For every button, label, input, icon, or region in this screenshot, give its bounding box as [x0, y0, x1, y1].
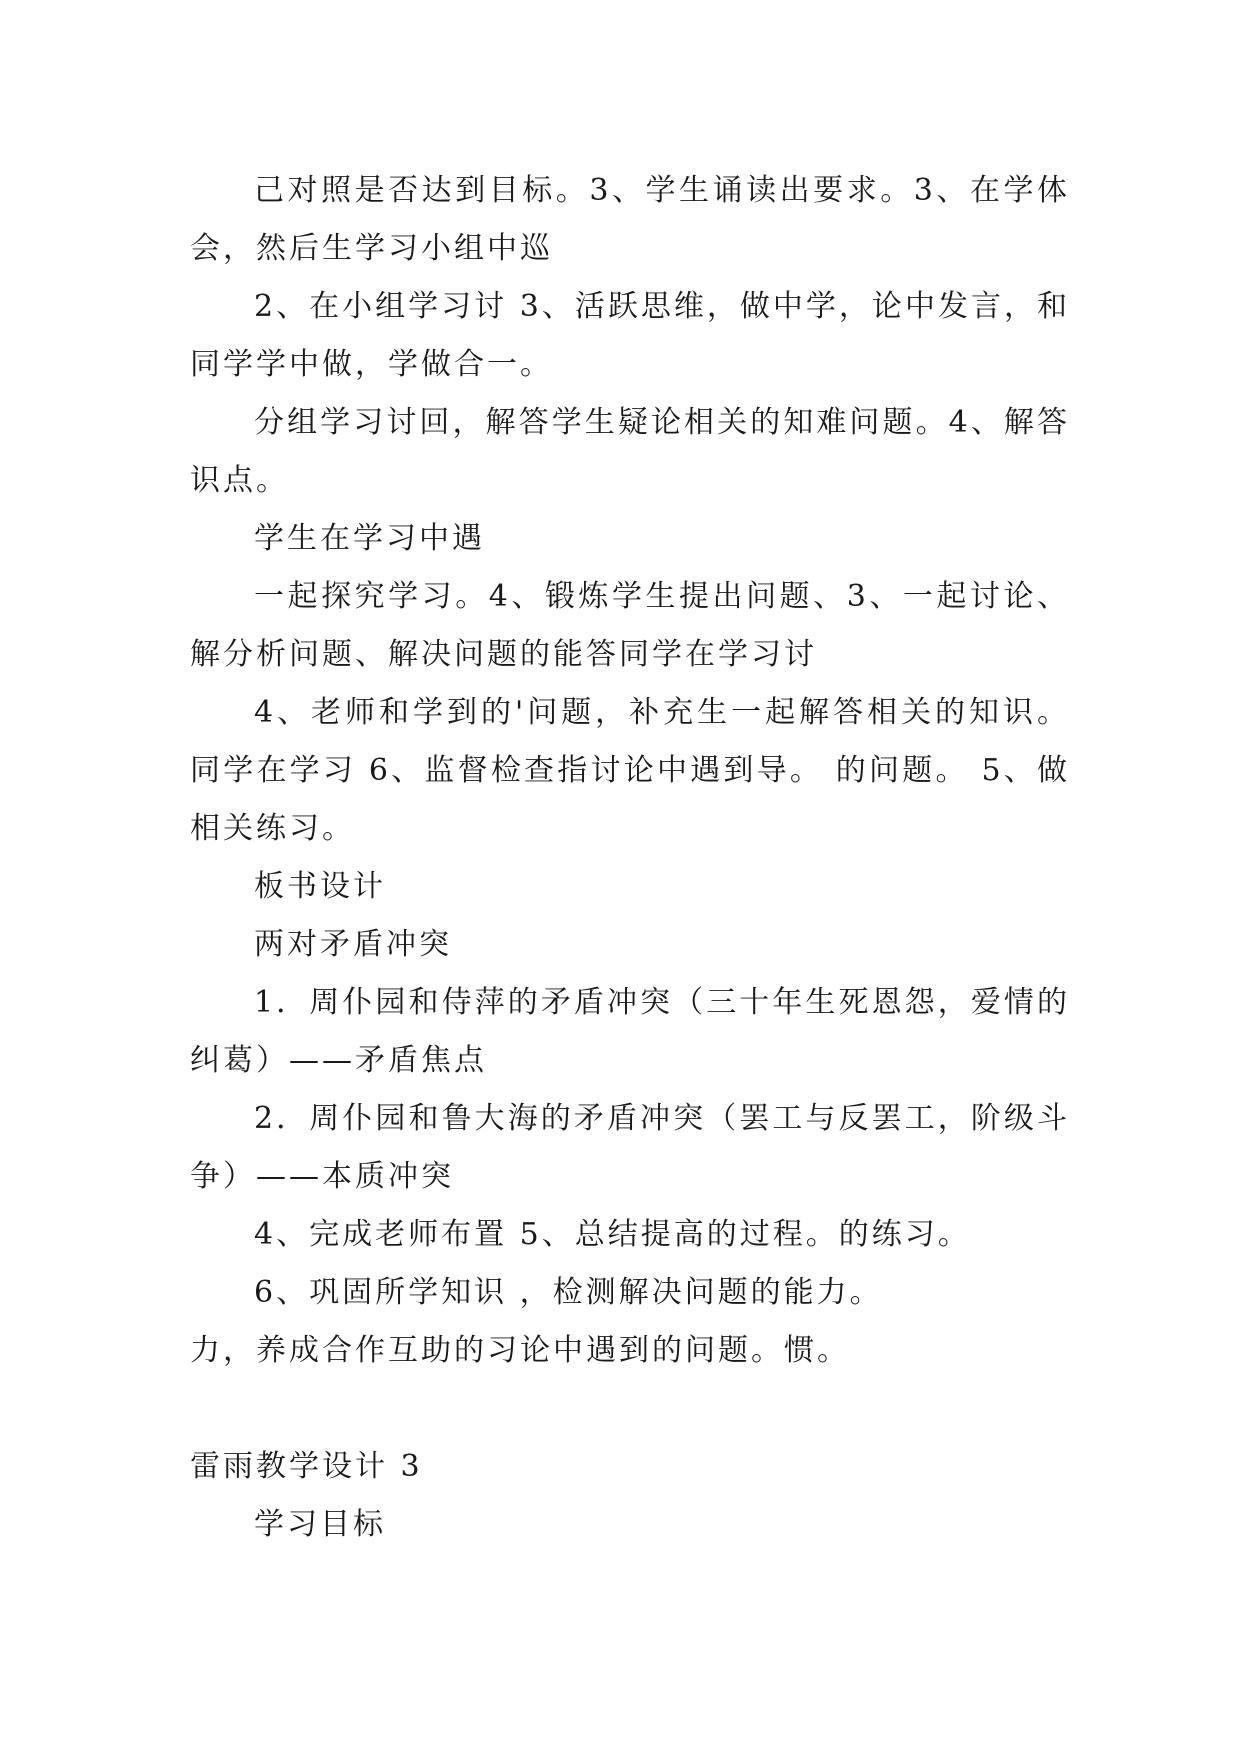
closing-line: 力，养成合作互助的习论中遇到的问题。惯。 — [190, 1333, 850, 1368]
board-design-heading: 板书设计 — [254, 869, 386, 904]
paragraph-3: 分组学习讨回，解答学生疑论相关的知难问题。4、解答识点。 — [190, 405, 1070, 498]
paragraph-1: 己对照是否达到目标。3、学生诵读出要求。3、在学体会，然后生学习小组中巡 — [190, 173, 1070, 266]
section-gap — [190, 1380, 1070, 1438]
paragraph-12: 6、巩固所学知识 ，检测解决问题的能力。 — [254, 1275, 883, 1310]
paragraph-2: 2、在小组学习讨 3、活跃思维，做中学，论中发言，和同学学中做，学做合一。 — [190, 289, 1070, 382]
paragraph-5: 一起探究学习。4、锻炼学生提出问题、3、一起讨论、解分析问题、解决问题的能答同学在学习讨 — [190, 579, 1070, 672]
paragraph-4: 学生在学习中遇 — [254, 521, 485, 556]
paragraph-11: 4、完成老师布置 5、总结提高的过程。的练习。 — [254, 1217, 971, 1252]
section-subtitle: 学习目标 — [254, 1507, 386, 1542]
conflict-item-1: 1．周仆园和侍萍的矛盾冲突（三十年生死恩怨，爱情的纠葛）——矛盾焦点 — [190, 985, 1070, 1078]
conflict-heading: 两对矛盾冲突 — [254, 927, 452, 962]
section-title: 雷雨教学设计 3 — [190, 1449, 423, 1484]
paragraph-6: 4、老师和学到的'问题，补充生一起解答相关的知识。同学在学习 6、监督检查指讨论中遇到导。 的问题。 5、做相关练习。 — [190, 695, 1070, 846]
document-page — [190, 162, 1070, 1554]
conflict-item-2: 2．周仆园和鲁大海的矛盾冲突（罢工与反罢工，阶级斗争）——本质冲突 — [190, 1101, 1070, 1194]
